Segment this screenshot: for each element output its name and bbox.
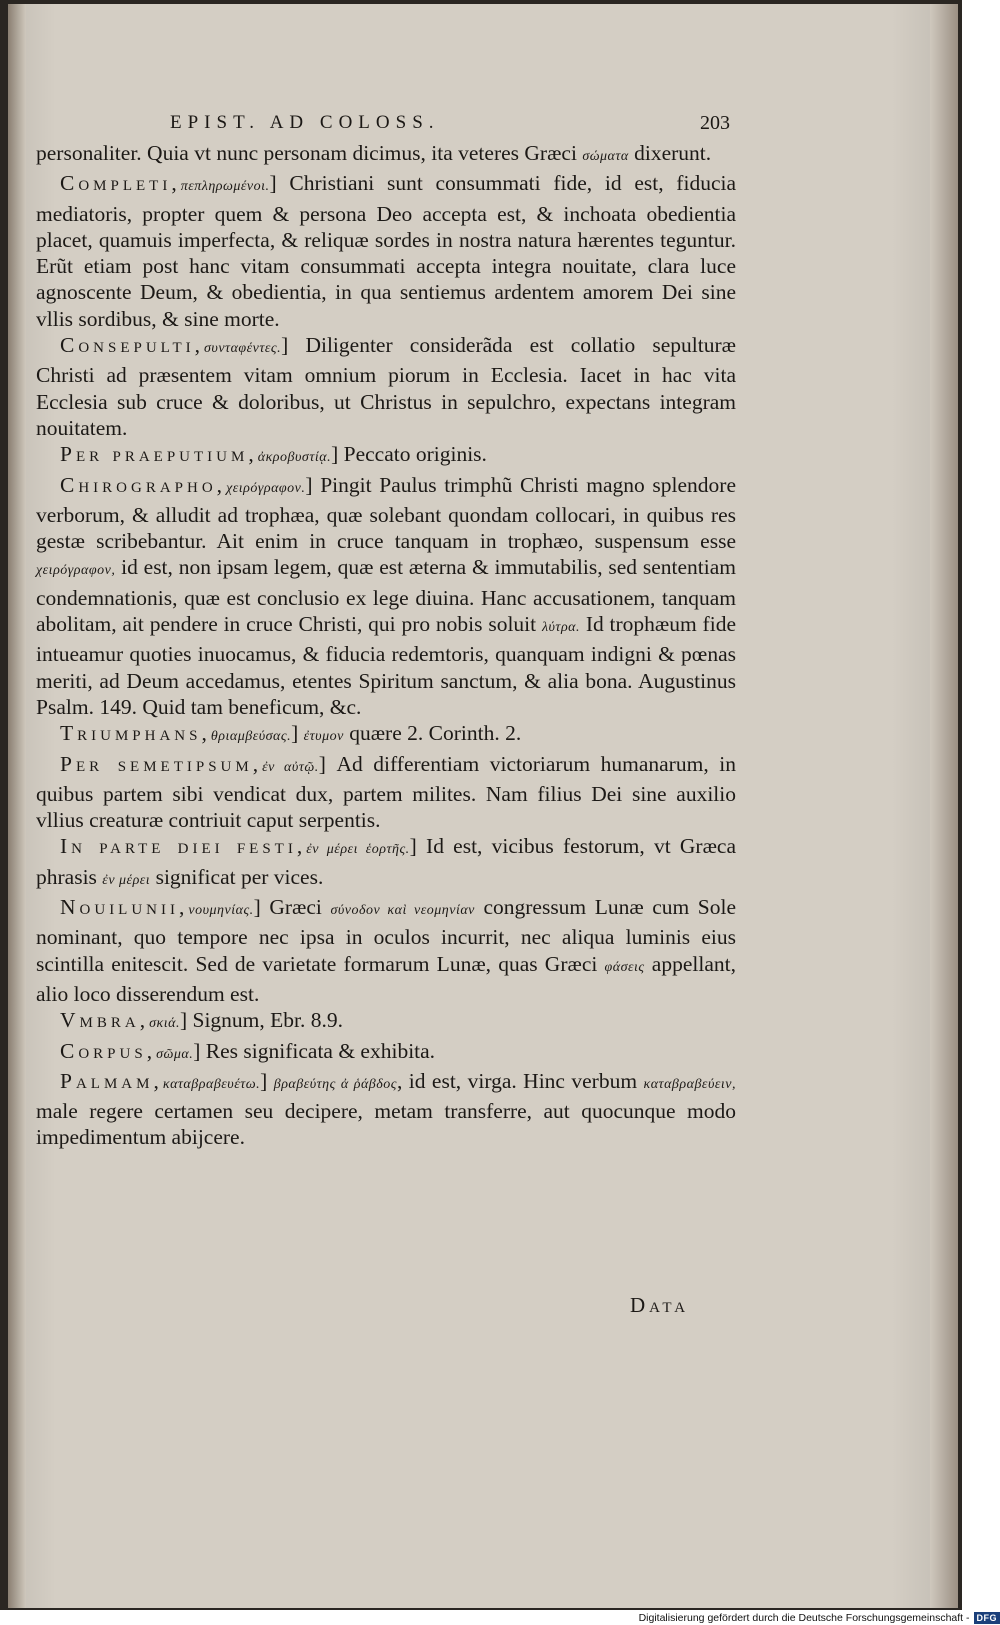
commentary-text: , id est, virga. Hinc verbum xyxy=(396,1068,644,1093)
commentary-text: Id trophæum fide intueamur quoties inuocamus, & fiducia redemtoris, quanquam indigni & pœnas meriti, ad Deum accedamus, etentes Spiritum sanctum, & alia bona. Augustinus Psalm. 149. Quid tam beneficum, &c. xyxy=(36,612,736,719)
commentary-text: ] xyxy=(291,721,304,746)
commentary-text: ] Diligenter considerãda est collatio sepulturæ Christi ad præsentem vitam omnium piorum in Ecclesia. Iacet in hac vita Ecclesia sub cruce & doloribus, ut Christus in sepulchro, expectans integram nouitatem. xyxy=(36,333,736,440)
lemma-heading: Chirographo, xyxy=(60,472,227,497)
commentary-text: ] Id est, vicibus festorum, vt Græca phrasis xyxy=(36,834,736,889)
greek-term: σύνοδον καὶ νεομηνίαν xyxy=(330,903,475,919)
dfg-logo: DFG xyxy=(974,1612,1000,1624)
greek-term: καταβραβευέτω. xyxy=(162,1076,261,1092)
commentary-text: ] Pingit Paulus trimphũ Christi magno splendore verborum, & alludit ad trophæa, quæ solebant quondam collocari, in quibus res gestæ scribebantur. Ait enim in cruce tanquam in trophæo, suspensum esse xyxy=(36,472,736,554)
greek-term: ἐν αὐτῷ. xyxy=(262,759,319,775)
lemma-heading: In parte diei festi, xyxy=(60,834,307,859)
greek-term: ἐτυμον xyxy=(303,729,344,745)
commentary-text: ] Signum, Ebr. 8.9. xyxy=(179,1008,344,1033)
greek-term: σῶμα. xyxy=(156,1046,194,1062)
page-edge-shadow-right xyxy=(930,4,958,1608)
commentary-paragraph xyxy=(36,720,736,750)
greek-term: καταβραβεύειν, xyxy=(643,1076,736,1092)
greek-term: χειρόγραφον. xyxy=(226,480,306,496)
commentary-text: ] Ad differentiam victoriarum humanarum, in quibus partem sibi vendicat dux, partem milites. Nam filius Dei sine auxilio vllius creaturæ contriuit caput serpentis. xyxy=(36,751,736,833)
commentary-text: ] xyxy=(260,1068,274,1093)
greek-term: φάσεις xyxy=(604,959,645,975)
commentary-paragraph xyxy=(36,332,736,441)
greek-term: λύτρα. xyxy=(541,620,581,636)
digitization-footer xyxy=(582,1611,1000,1625)
commentary-paragraph xyxy=(36,140,736,170)
catchword: Data xyxy=(630,1293,690,1317)
greek-term: ἐν μέρει xyxy=(102,872,151,888)
commentary-body xyxy=(36,140,736,1151)
greek-term: βραβεύτης ἀ ῥάβδος xyxy=(273,1076,397,1092)
running-head xyxy=(40,112,730,142)
greek-term: πεπληρωμένοι. xyxy=(180,179,270,195)
commentary-text: ] Res significata & exhibita. xyxy=(193,1038,436,1063)
commentary-paragraph xyxy=(36,472,736,721)
commentary-paragraph xyxy=(36,170,736,332)
lemma-heading: Completi, xyxy=(60,171,181,196)
commentary-text: personaliter. Quia vt nunc personam dicimus, ita veteres Græci xyxy=(36,141,583,165)
commentary-paragraph xyxy=(36,1007,736,1037)
commentary-paragraph xyxy=(36,833,736,894)
greek-term: σώματα xyxy=(582,149,629,164)
commentary-paragraph xyxy=(36,894,736,1007)
commentary-text: quære 2. Corinth. 2. xyxy=(343,721,522,746)
lemma-heading: Per praeputium, xyxy=(60,442,258,467)
running-title: EPIST. AD COLOSS. xyxy=(170,112,440,133)
commentary-text: ] Græci xyxy=(253,895,331,920)
greek-term: θριαμβεύσας. xyxy=(210,729,292,745)
commentary-text: significat per vices. xyxy=(150,864,324,889)
commentary-paragraph xyxy=(36,1068,736,1151)
commentary-text: id est, non ipsam legem, quæ est æterna & immutabilis, sed sententiam condemnationis, quæ est conclusio ex lege diuina. Hanc accusationem, tanquam abolitam, ait pendere in cruce Christi, qui pro nobis soluit xyxy=(36,555,736,637)
commentary-text: congressum Lunæ cum Sole nominant, quo tempore nec ipsa in oculos incurrit, nec aliqua luminis eius scintilla enitescit. Sed de varietate formarum Lunæ, quas Græci xyxy=(36,895,737,976)
lemma-heading: Corpus, xyxy=(60,1038,157,1063)
greek-term: ἐν μέρει ἑορτῆς. xyxy=(306,842,410,858)
greek-term: ἀκροβυστίᾳ. xyxy=(257,450,332,466)
lemma-heading: Vmbra, xyxy=(60,1008,150,1033)
page-gutter-shadow-left xyxy=(8,4,26,1608)
commentary-paragraph xyxy=(36,751,736,834)
greek-term: σκιά. xyxy=(149,1016,180,1032)
commentary-paragraph xyxy=(36,441,736,471)
commentary-paragraph xyxy=(36,1038,736,1068)
greek-term: συνταφέντες. xyxy=(204,341,282,357)
footer-credit: Digitalisierung gefördert durch die Deutsche Forschungsgemeinschaft - xyxy=(638,1612,970,1624)
commentary-text: ] Christiani sunt consummati fide, id est, fiducia mediatoris, propter quem & persona Deo accepta est, & inchoata obedientia placet, quamuis imperfecta, & reliquæ sordes in nostra natura hærentes teguntur. Erũt etiam post hanc vitam consummati accepta integra nouitate, clara luce agnoscente Deum, & obedientia, in qua sentiemus ardentem amorem Dei sine vllis sordibus, & sine morte. xyxy=(36,171,736,331)
page-number: 203 xyxy=(700,112,730,134)
commentary-text: male regere certamen seu decipere, metam transferre, aut quocunque modo impedimentum abijcere. xyxy=(36,1099,736,1150)
lemma-heading: Consepulti, xyxy=(60,333,205,358)
greek-term: χειρόγραφον, xyxy=(36,563,116,579)
commentary-text: dixerunt. xyxy=(628,141,712,165)
greek-term: νουμηνίας. xyxy=(188,903,254,919)
lemma-heading: Palmam, xyxy=(60,1068,163,1093)
lemma-heading: Nouilunii, xyxy=(60,895,189,920)
commentary-text: ] Peccato originis. xyxy=(331,442,487,467)
lemma-heading: Per semetipsum, xyxy=(60,751,263,776)
commentary-text: appellant, alio loco disserendum est. xyxy=(36,951,736,1006)
lemma-heading: Triumphans, xyxy=(60,721,211,746)
